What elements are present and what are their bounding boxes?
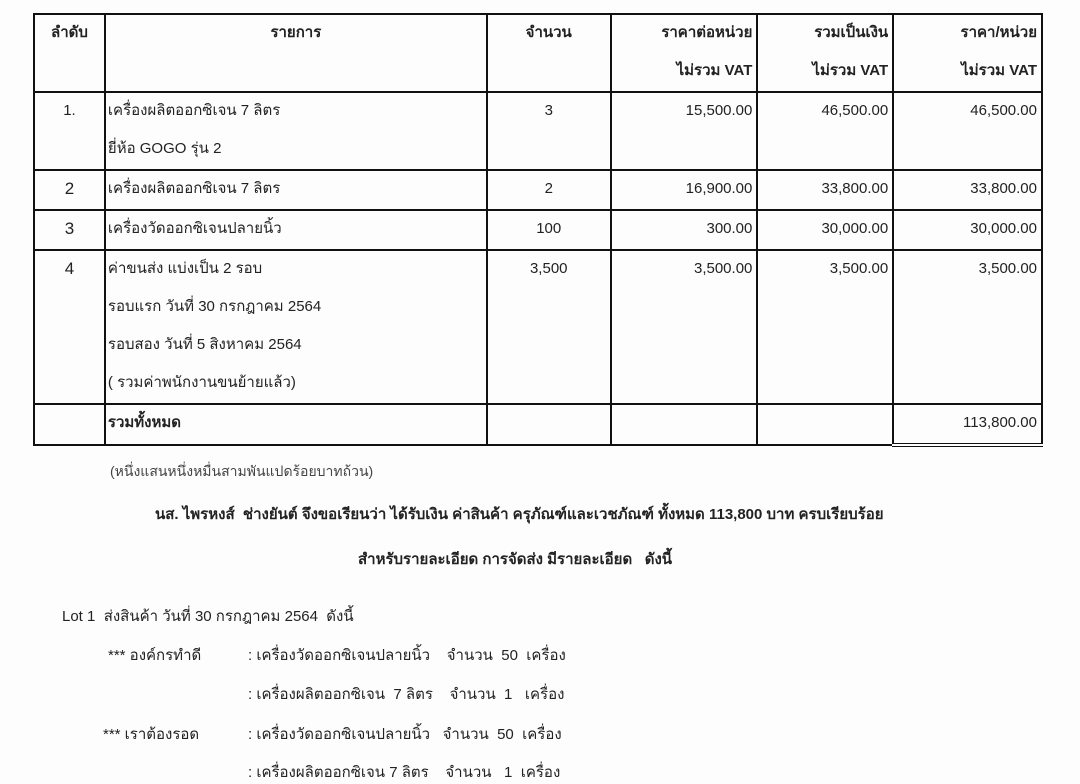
- grand-total: 113,800.00: [963, 414, 1037, 431]
- row-desc: ยี่ห้อ GOGO รุ่น 2: [107, 140, 222, 157]
- row-no: 2: [64, 179, 75, 198]
- row-no: 3: [64, 219, 75, 238]
- row-desc: เครื่องผลิตออกซิเจน 7 ลิตร: [107, 180, 281, 197]
- row-unit-price: 300.00: [706, 220, 753, 237]
- row-no: 1.: [63, 102, 76, 119]
- delivery-detail-heading: สำหรับรายละเอียด การจัดส่ง มีรายละเอียด ดังนี้: [358, 551, 673, 568]
- lot-item: : เครื่องวัดออกซิเจนปลายนิ้ว จำนวน 50 เครื่อง: [248, 726, 562, 743]
- row-desc: เครื่องผลิตออกซิเจน 7 ลิตร: [107, 102, 281, 119]
- row-qty: 3,500: [529, 260, 568, 277]
- header-qty: จำนวน: [487, 14, 611, 92]
- row-desc: ค่าขนส่ง แบ่งเป็น 2 รอบ: [107, 260, 263, 277]
- table-row: [34, 210, 1042, 250]
- row-price-per-unit: 3,500.00: [978, 260, 1037, 277]
- lot-item: : เครื่องผลิตออกซิเจน 7 ลิตร จำนวน 1 เครื่อง: [248, 764, 561, 781]
- row-qty: 3: [544, 102, 553, 119]
- lot-item: : เครื่องวัดออกซิเจนปลายนิ้ว จำนวน 50 เครื่อง: [248, 647, 566, 664]
- row-desc: รอบแรก วันที่ 30 กรกฎาคม 2564: [107, 298, 322, 315]
- table-row: [34, 92, 1042, 170]
- row-price-per-unit: 30,000.00: [970, 220, 1037, 237]
- row-desc: เครื่องวัดออกซิเจนปลายนิ้ว: [107, 220, 282, 237]
- amount-in-words: (หนึ่งแสนหนึ่งหมื่นสามพันแปดร้อยบาทถ้วน): [110, 463, 374, 479]
- row-total: 46,500.00: [821, 102, 889, 119]
- lot1-title: Lot 1 ส่งสินค้า วันที่ 30 กรกฎาคม 2564 ดังนี้: [62, 608, 354, 625]
- row-unit-price: 3,500.00: [693, 260, 753, 277]
- row-unit-price: 16,900.00: [685, 180, 753, 197]
- row-desc: ( รวมค่าพนักงานขนย้ายแล้ว): [107, 374, 296, 391]
- row-price-per-unit: 46,500.00: [970, 102, 1037, 119]
- header-unit-price: ราคาต่อหน่วย ไม่รวม VAT: [611, 14, 758, 92]
- header-total: รวมเป็นเงิน ไม่รวม VAT: [757, 14, 893, 92]
- row-total: 33,800.00: [821, 180, 889, 197]
- table-row: [34, 250, 1042, 404]
- row-unit-price: 15,500.00: [685, 102, 753, 119]
- table-row: [34, 170, 1042, 210]
- total-label: รวมทั้งหมด: [107, 414, 182, 431]
- header-no: ลำดับ: [34, 14, 105, 92]
- table-header-row: [34, 14, 1042, 92]
- row-total: 3,500.00: [829, 260, 889, 277]
- row-qty: 100: [536, 220, 562, 237]
- row-desc: รอบสอง วันที่ 5 สิงหาคม 2564: [107, 336, 302, 353]
- receipt-statement: นส. ไพรหงส์ ช่างยันต์ จึงขอเรียนว่า ได้รับเงิน ค่าสินค้า ครุภัณฑ์และเวชภัณฑ์ ทั้งหมด 113,800 บาท ครบเรียบร้อย: [155, 506, 884, 523]
- row-price-per-unit: 33,800.00: [970, 180, 1037, 197]
- row-qty: 2: [544, 180, 553, 197]
- total-row: [34, 404, 1042, 445]
- group-label: *** องค์กรทำดี: [108, 647, 202, 664]
- lot-item: : เครื่องผลิตออกซิเจน 7 ลิตร จำนวน 1 เครื่อง: [248, 686, 565, 703]
- row-no: 4: [64, 259, 75, 278]
- header-item: รายการ: [105, 14, 487, 92]
- group-label: *** เราต้องรอด: [103, 726, 200, 743]
- price-table: [33, 13, 1043, 447]
- row-total: 30,000.00: [821, 220, 889, 237]
- header-price-per-unit: ราคา/หน่วย ไม่รวม VAT: [893, 14, 1042, 92]
